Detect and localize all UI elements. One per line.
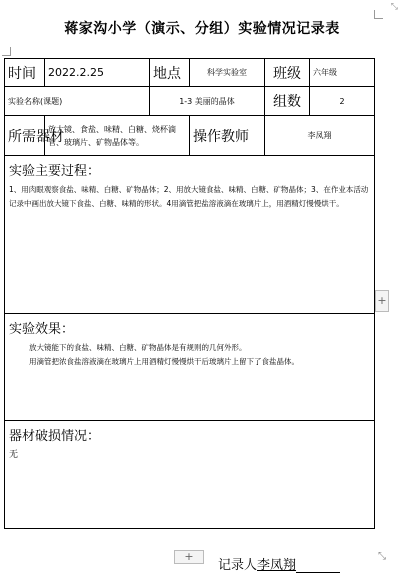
- recorder-line: [218, 554, 340, 573]
- table-row-equipment: [5, 116, 375, 156]
- teacher-label: 操作教师: [190, 116, 265, 156]
- table-row-damage: [5, 421, 375, 529]
- table-row-experiment-name: [5, 87, 375, 116]
- page-title: 蒋家沟小学（演示、分组）实验情况记录表: [64, 21, 340, 37]
- add-row-button[interactable]: +: [174, 550, 204, 564]
- page-corner-mark: [2, 47, 11, 56]
- damage-heading: 器材破损情况：: [9, 429, 101, 444]
- teacher-value[interactable]: 李凤翔: [265, 116, 375, 156]
- experiment-name-label: 实验名称(课题): [5, 87, 150, 116]
- groups-label: 组数: [265, 87, 310, 116]
- experiment-name-value[interactable]: 1-3 美丽的晶体: [150, 87, 265, 116]
- table-resize-icon[interactable]: ⤡: [378, 551, 386, 562]
- record-table: [4, 58, 375, 529]
- grade-label: 班级: [265, 59, 310, 87]
- place-value[interactable]: 科学实验室: [190, 59, 265, 87]
- place-label: 地点: [150, 59, 190, 87]
- add-column-button[interactable]: +: [375, 290, 389, 312]
- effect-section[interactable]: [5, 314, 375, 421]
- effect-paragraph: 放大镜能下的食盐、味精、白糖、矿物晶体是有规则的几何外形。: [29, 343, 247, 352]
- signature-underline: [296, 560, 340, 573]
- damage-text: 无: [9, 450, 19, 460]
- grade-value[interactable]: 六年级: [310, 59, 375, 87]
- damage-section[interactable]: [5, 421, 375, 529]
- recorder-name[interactable]: 李凤翔: [257, 558, 297, 573]
- process-text: 1、用肉眼观察食盐、味精、白糖、矿物晶体；2、用放大镜食盐、味精、白糖、矿物晶体；3、在作业本活动记录中画出放大镜下食盐、白糖、味精的形状。4用滴管把盐溶液滴在玻璃片上，用酒精灯慢慢烘干。: [9, 185, 369, 208]
- process-section[interactable]: [5, 156, 375, 314]
- resize-handle-icon[interactable]: ⤡: [390, 2, 398, 12]
- equipment-label: 所需器材: [5, 116, 45, 156]
- equipment-value[interactable]: 放大镜、食盐、味精、白糖、烧杯滴管、玻璃片、矿物晶体等。: [45, 116, 190, 156]
- recorder-label: 记录人: [218, 558, 258, 573]
- table-row-effect: [5, 314, 375, 421]
- table-row-time: [5, 59, 375, 87]
- effect-heading: 实验效果：: [9, 322, 75, 337]
- process-heading: 实验主要过程：: [9, 164, 101, 179]
- table-row-process: [5, 156, 375, 314]
- time-label: 时间: [5, 59, 45, 87]
- time-value[interactable]: 2022.2.25: [45, 59, 150, 87]
- groups-value[interactable]: 2: [310, 87, 375, 116]
- effect-paragraph: 用滴管把浓食盐溶液滴在玻璃片上用酒精灯慢慢烘干后玻璃片上留下了食盐晶体。: [29, 357, 299, 366]
